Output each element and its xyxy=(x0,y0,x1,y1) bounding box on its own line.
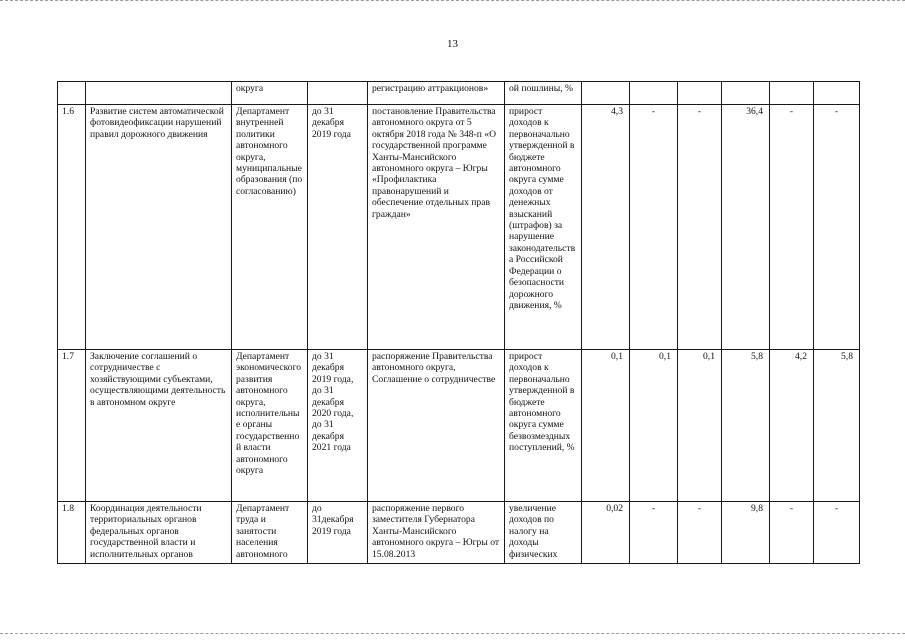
cell-executor: Департамент экономического развития автономного округа, исполнительные органы государственной власти автономного округа xyxy=(232,350,308,502)
cell-name: Развитие систем автоматической фотовидеофиксации нарушений правил дорожного движения xyxy=(86,105,232,350)
cell-value-4: 36,4 xyxy=(722,105,770,350)
table-row xyxy=(58,350,860,502)
cell-value-2: - xyxy=(630,105,678,350)
cell-deadline xyxy=(308,82,368,105)
cell-value-3 xyxy=(678,82,722,105)
cell-indicator: увеличение доходов по налогу на доходы физических xyxy=(505,502,582,564)
cell-value-6: - xyxy=(814,502,860,564)
cell-value-5: - xyxy=(770,502,814,564)
cell-name: Заключение соглашений о сотрудничестве с хозяйствующими субъектами, осуществляющими деятельность в автономном округе xyxy=(86,350,232,502)
cell-document: распоряжение первого заместителя Губернатора Ханты-Мансийского автономного округа – Югры от 15.08.2013 xyxy=(368,502,505,564)
table-row xyxy=(58,105,860,350)
cell-executor: Департамент внутренней политики автономного округа, муниципальные образования (по согласованию) xyxy=(232,105,308,350)
cell-value-5: 4,2 xyxy=(770,350,814,502)
cell-executor: Департамент труда и занятости населения автономного xyxy=(232,502,308,564)
program-table xyxy=(57,81,860,564)
cell-value-6: - xyxy=(814,105,860,350)
cell-num: 1.8 xyxy=(58,502,86,564)
cell-value-1: 4,3 xyxy=(582,105,630,350)
cell-value-2 xyxy=(630,82,678,105)
scan-edge-top xyxy=(0,0,905,3)
cell-deadline: до 31 декабря 2019 года xyxy=(308,105,368,350)
cell-value-1: 0,02 xyxy=(582,502,630,564)
cell-value-6: 5,8 xyxy=(814,350,860,502)
cell-indicator: прирост доходов к первоначально утвержденной в бюджете автономного округа сумме безвозмездных поступлений, % xyxy=(505,350,582,502)
cell-indicator: прирост доходов к первоначально утвержденной в бюджете автономного округа сумме доходов от денежных взысканий (штрафов) за нарушение законодательства Российской Федерации о безопасности дорожного движения, % xyxy=(505,105,582,350)
cell-num xyxy=(58,82,86,105)
cell-document: распоряжение Правительства автономного округа, Соглашение о сотрудничестве xyxy=(368,350,505,502)
cell-value-5 xyxy=(770,82,814,105)
page-number: 13 xyxy=(447,38,458,50)
cell-name: Координация деятельности территориальных органов федеральных органов государственной власти и исполнительных органов xyxy=(86,502,232,564)
cell-value-2: 0,1 xyxy=(630,350,678,502)
cell-num: 1.7 xyxy=(58,350,86,502)
cell-value-3: - xyxy=(678,502,722,564)
cell-value-6 xyxy=(814,82,860,105)
cell-deadline: до 31декабря 2019 года xyxy=(308,502,368,564)
cell-value-3: 0,1 xyxy=(678,350,722,502)
cell-value-4 xyxy=(722,82,770,105)
cell-value-1: 0,1 xyxy=(582,350,630,502)
cell-indicator: ой пошлины, % xyxy=(505,82,582,105)
cell-document: регистрацию аттракционов» xyxy=(368,82,505,105)
cell-executor: округа xyxy=(232,82,308,105)
scan-edge-bottom xyxy=(0,633,905,636)
cell-value-2: - xyxy=(630,502,678,564)
cell-num: 1.6 xyxy=(58,105,86,350)
cell-document: постановление Правительства автономного округа от 5 октября 2018 года № 348-п «О государственной программе Ханты-Мансийского автономного округа – Югры «Профилактика правонарушений и обеспечение отдельных прав граждан» xyxy=(368,105,505,350)
cell-value-1 xyxy=(582,82,630,105)
table-row xyxy=(58,502,860,564)
cell-value-5: - xyxy=(770,105,814,350)
cell-value-4: 9,8 xyxy=(722,502,770,564)
cell-name xyxy=(86,82,232,105)
cell-deadline: до 31 декабря 2019 года, до 31 декабря 2020 года, до 31 декабря 2021 года xyxy=(308,350,368,502)
cell-value-3: - xyxy=(678,105,722,350)
table-row xyxy=(58,82,860,105)
cell-value-4: 5,8 xyxy=(722,350,770,502)
